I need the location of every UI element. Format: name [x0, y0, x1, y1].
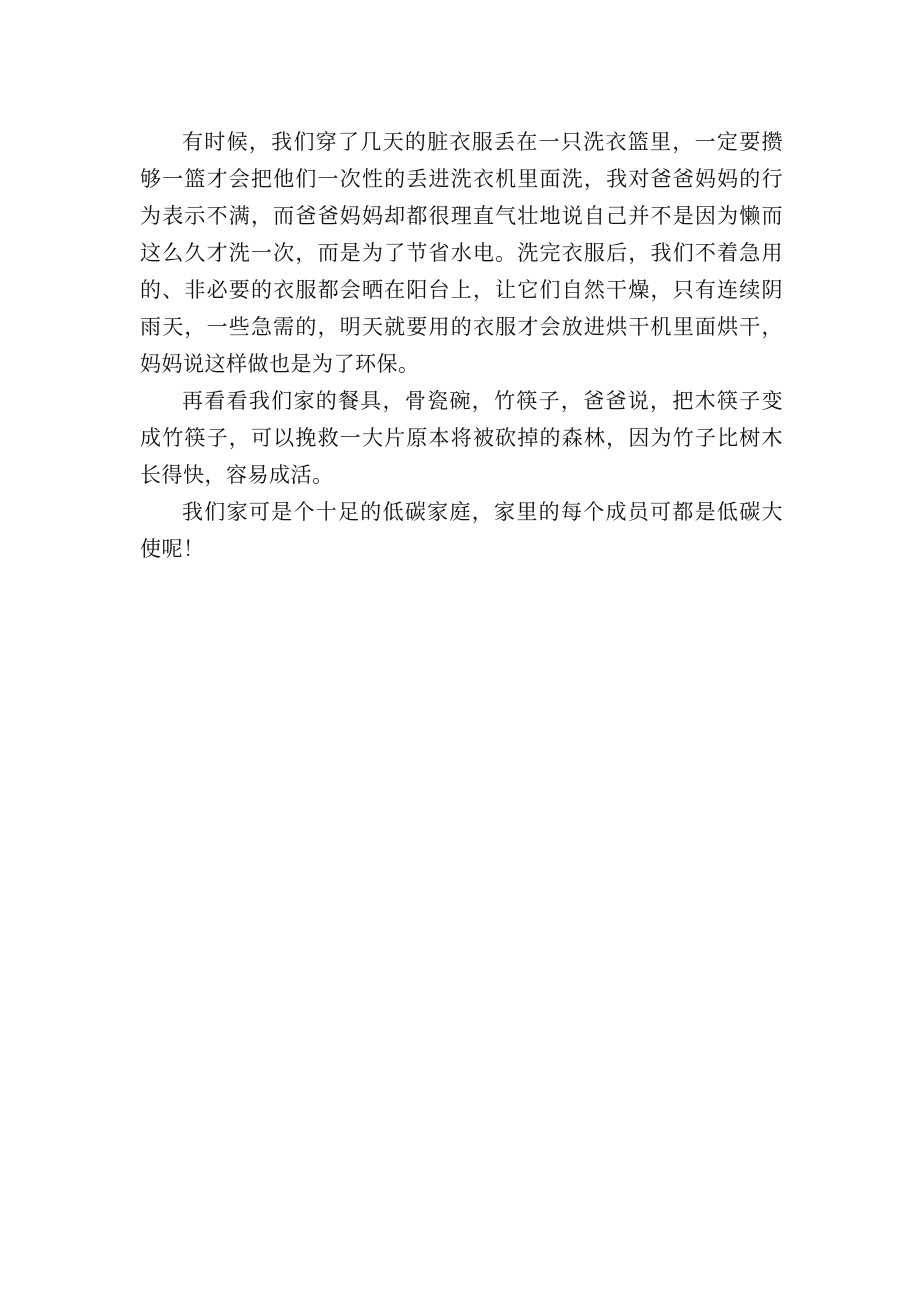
document-body — [140, 124, 783, 568]
paragraph-laundry: 有时候，我们穿了几天的脏衣服丢在一只洗衣篮里，一定要攒够一篮才会把他们一次性的丢进洗衣机里面洗，我对爸爸妈妈的行为表示不满，而爸爸妈妈却都很理直气壮地说自己并不是因为懒而这么久才洗一次，而是为了节省水电。洗完衣服后，我们不着急用的、非必要的衣服都会晒在阳台上，让它们自然干燥，只有连续阴雨天，一些急需的，明天就要用的衣服才会放进烘干机里面烘干，妈妈说这样做也是为了环保。 — [140, 130, 783, 376]
paragraph-tableware: 再看看我们家的餐具，骨瓷碗，竹筷子，爸爸说，把木筷子变成竹筷子，可以挽救一大片原本将被砍掉的森林，因为竹子比树木长得快，容易成活。 — [140, 389, 783, 487]
paragraph-conclusion: 我们家可是个十足的低碳家庭，家里的每个成员可都是低碳大使呢！ — [140, 500, 783, 561]
